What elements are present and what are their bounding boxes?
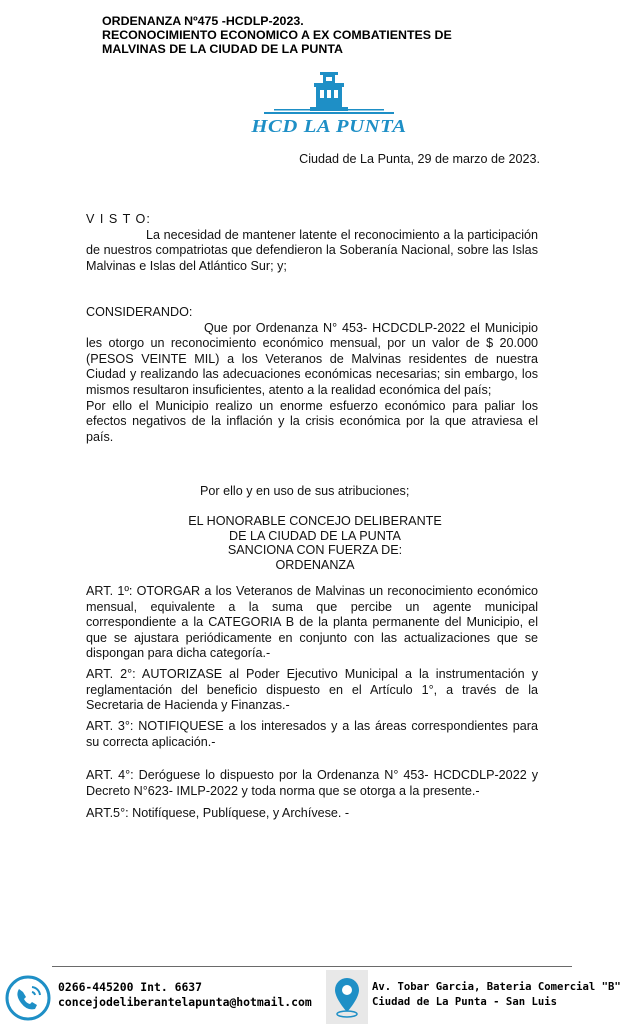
title-line: MALVINAS DE LA CIUDAD DE LA PUNTA bbox=[102, 42, 343, 56]
sanciona-line: SANCIONA CON FUERZA DE: bbox=[227, 543, 403, 558]
considerando-section bbox=[86, 305, 538, 445]
phone-number: 0266-445200 Int. 6637 bbox=[58, 980, 203, 994]
phone-icon bbox=[4, 974, 52, 1022]
visto-heading: V I S T O: bbox=[86, 212, 151, 226]
visto-text: La necesidad de mantener latente el reconocimiento a la participación de nuestros compatriotas que defendieron la Soberanía Nacional, sobre las Islas Malvinas e Islas del Atlántico Sur; y; bbox=[86, 227, 538, 273]
considerando-paragraph: Por ello el Municipio realizo un enorme esfuerzo económico para paliar los efectos negativos de la inflación y la crisis económica por la que atraviesa el país. bbox=[86, 398, 538, 444]
map-pin-icon bbox=[330, 976, 364, 1018]
address-line: Av. Tobar Garcia, Bateria Comercial "B" bbox=[372, 981, 621, 993]
sanciona-line: EL HONORABLE CONCEJO DELIBERANTE bbox=[188, 514, 442, 528]
article-4: ART. 4°: Deróguese lo dispuesto por la Ordenanza N° 453- HCDCDLP-2022 y Decreto N°623- IMLP-2022 y toda norma que se otorga a la presente.- bbox=[86, 768, 538, 798]
atribuciones-line: Por ello y en uso de sus atribuciones; bbox=[200, 484, 410, 498]
sanciona-line: ORDENANZA bbox=[275, 557, 355, 572]
footer-divider bbox=[52, 966, 572, 967]
considerando-paragraph: Que por Ordenanza N° 453- HCDCDLP-2022 el Municipio les otorgo un reconocimiento económico mensual, por un valor de $ 20.000 (PESOS VEINTE MIL) a los Veteranos de Malvinas residentes de nuestra Ciudad y realizando las adecuaciones económicas necesarias; sin embargo, los mismos resultaron insuficientes, atento a la realidad económica del país; bbox=[86, 320, 538, 397]
building-icon bbox=[254, 68, 404, 118]
sanciona-line: DE LA CIUDAD DE LA PUNTA bbox=[229, 528, 401, 543]
hcd-logo bbox=[251, 68, 407, 138]
address-info bbox=[372, 980, 621, 1010]
contact-info bbox=[58, 980, 312, 1010]
sanciona-block bbox=[150, 514, 480, 572]
considerando-heading: CONSIDERANDO: bbox=[86, 305, 193, 319]
article-1: ART. 1º: OTORGAR a los Veteranos de Malvinas un reconocimiento económico mensual, equivalente a la suma que percibe un agente municipal correspondiente a la CATEGORIA B de la planta permanente del Municipio, el que se ajustara periódicamente en conjunto con las actualizaciones que se dispongan para dicha categoría.- bbox=[86, 584, 538, 661]
title-line: RECONOCIMIENTO ECONOMICO A EX COMBATIENTES DE bbox=[102, 28, 452, 42]
footer bbox=[0, 970, 622, 1024]
address-line: Ciudad de La Punta - San Luis bbox=[372, 996, 557, 1008]
email-address: concejodeliberantelapunta@hotmail.com bbox=[58, 995, 312, 1009]
article-2: ART. 2°: AUTORIZASE al Poder Ejecutivo Municipal a la instrumentación y reglamentación del beneficio dispuesto en el Artículo 1°, a través de la Secretaria de Hacienda y Finanzas.- bbox=[86, 667, 538, 713]
article-3: ART. 3°: NOTIFIQUESE a los interesados y a las áreas correspondientes para su correcta aplicación.- bbox=[86, 719, 538, 749]
document-date: Ciudad de La Punta, 29 de marzo de 2023. bbox=[299, 152, 540, 166]
document-title bbox=[102, 14, 542, 56]
visto-section bbox=[86, 212, 538, 274]
logo-text: HCD LA PUNTA bbox=[251, 116, 407, 136]
title-line: ORDENANZA Nº475 -HCDLP-2023. bbox=[102, 14, 304, 28]
article-5: ART.5°: Notifíquese, Publíquese, y Archívese. - bbox=[86, 806, 350, 820]
